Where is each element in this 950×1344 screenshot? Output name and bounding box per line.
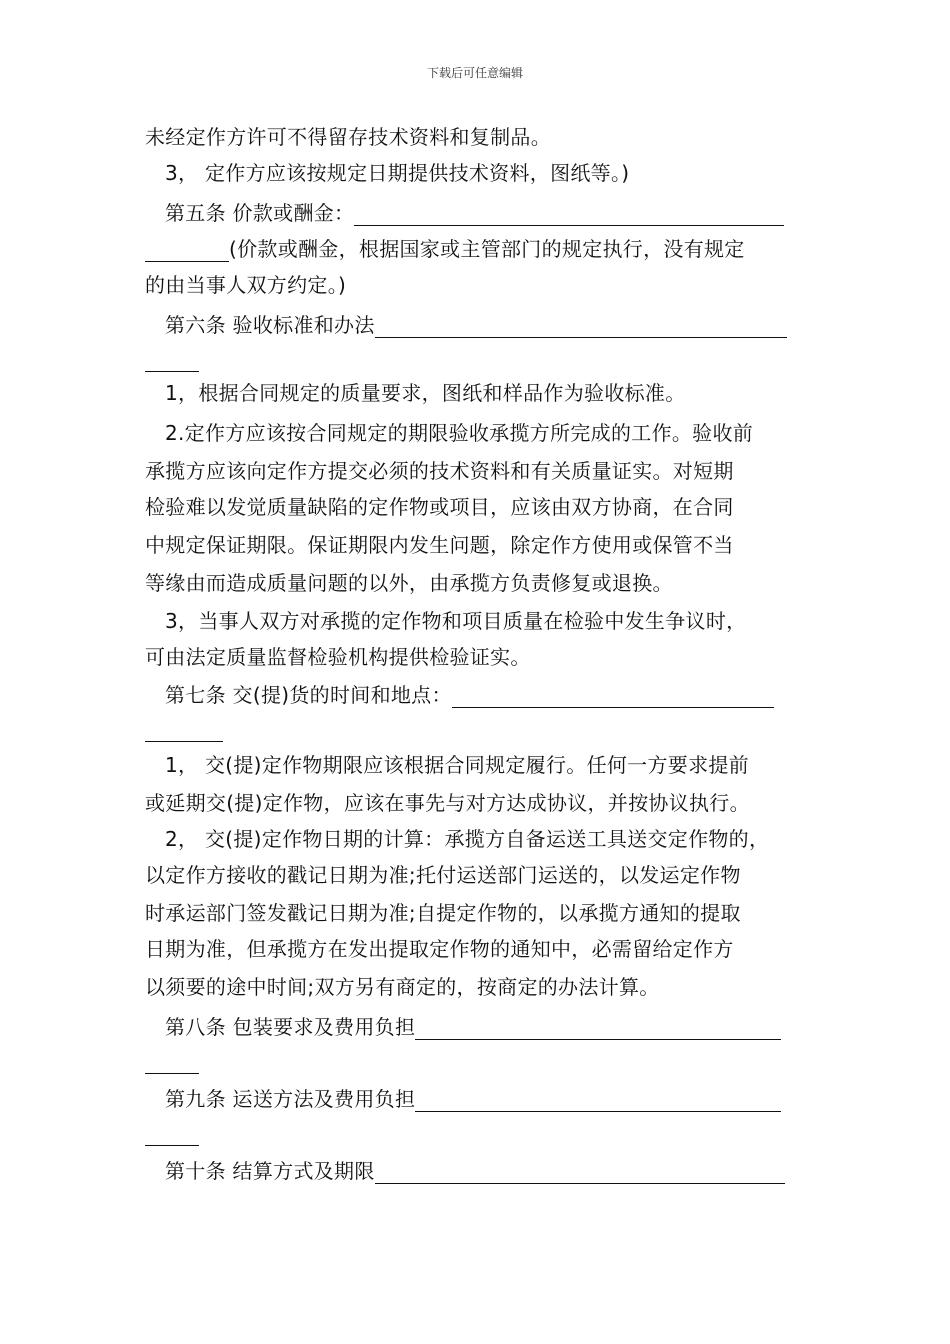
- text-line: 承揽方应该向定作方提交必须的技术资料和有关质量证实。对短期: [145, 459, 734, 483]
- clause-9-line: [165, 1086, 815, 1112]
- text-line: 等缘由而造成质量问题的以外，由承揽方负责修复或退换。: [145, 571, 673, 595]
- fill-blank: [145, 349, 199, 372]
- fill-blank: [145, 719, 223, 742]
- fill-blank-line: [145, 346, 815, 372]
- text-line: (价款或酬金，根据国家或主管部门的规定执行，没有规定: [145, 236, 815, 262]
- text-line: 以定作方接收的戳记日期为准;托付运送部门运送的，以发运定作物: [145, 863, 741, 887]
- clause-10-line: [165, 1158, 815, 1184]
- text-line: 3，当事人双方对承揽的定作物和项目质量在检验中发生争议时，: [165, 609, 747, 633]
- clause-6-title: 第六条 验收标准和办法: [165, 313, 375, 337]
- clause-9-title: 第九条 运送方法及费用负担: [165, 1087, 416, 1111]
- fill-blank: [452, 685, 774, 708]
- text-line: 日期为准，但承揽方在发出提取定作物的通知中，必需留给定作方: [145, 937, 734, 961]
- text-line: 1， 交(提)定作物期限应该根据合同规定履行。任何一方要求提前: [165, 753, 749, 777]
- clause-6-line: [165, 312, 815, 338]
- text-line: 可由法定质量监督检验机构提供检验证实。: [145, 645, 531, 669]
- fill-blank: [145, 239, 229, 262]
- text-line: 2.定作方应该按合同规定的期限验收承揽方所完成的工作。验收前: [165, 421, 754, 445]
- clause-7-title: 第七条 交(提)货的时间和地点：: [165, 683, 452, 707]
- fill-blank: [375, 1161, 785, 1184]
- clause-10-title: 第十条 结算方式及期限: [165, 1159, 375, 1183]
- fill-blank: [145, 1123, 199, 1146]
- fill-blank-line: [145, 1120, 815, 1146]
- text-line: 时承运部门签发戳记日期为准;自提定作物的，以承揽方通知的提取: [145, 901, 741, 925]
- clause-7-line: [165, 682, 815, 708]
- fill-blank: [415, 1017, 781, 1040]
- fill-blank: [375, 315, 787, 338]
- clause-5-title: 第五条 价款或酬金：: [165, 201, 355, 225]
- fill-blank-line: [145, 1048, 815, 1074]
- text-line: 3， 定作方应该按规定日期提供技术资料，图纸等。): [165, 161, 630, 185]
- text-line: 未经定作方许可不得留存技术资料和复制品。: [145, 125, 551, 149]
- text-line: 的由当事人双方约定。): [145, 273, 347, 297]
- fill-blank: [415, 1089, 781, 1112]
- fill-blank: [354, 203, 784, 226]
- text-line: 或延期交(提)定作物，应该在事先与对方达成协议，并按协议执行。: [145, 791, 750, 815]
- fill-blank-line: [145, 716, 815, 742]
- page-header: 下载后可任意编辑: [426, 66, 523, 80]
- text-line: 检验难以发觉质量缺陷的定作物或项目，应该由双方协商，在合同: [145, 495, 734, 519]
- text-line: 1，根据合同规定的质量要求，图纸和样品作为验收标准。: [165, 381, 686, 405]
- text-line: 2， 交(提)定作物日期的计算：承揽方自备运送工具送交定作物的，: [165, 827, 770, 851]
- text-line: 以须要的途中时间;双方另有商定的，按商定的办法计算。: [145, 975, 660, 999]
- fill-blank: [145, 1051, 199, 1074]
- clause-8-title: 第八条 包装要求及费用负担: [165, 1015, 416, 1039]
- text-line: 中规定保证期限。保证期限内发生问题，除定作方使用或保管不当: [145, 533, 734, 557]
- clause-8-line: [165, 1014, 815, 1040]
- clause-5-line: [165, 200, 815, 226]
